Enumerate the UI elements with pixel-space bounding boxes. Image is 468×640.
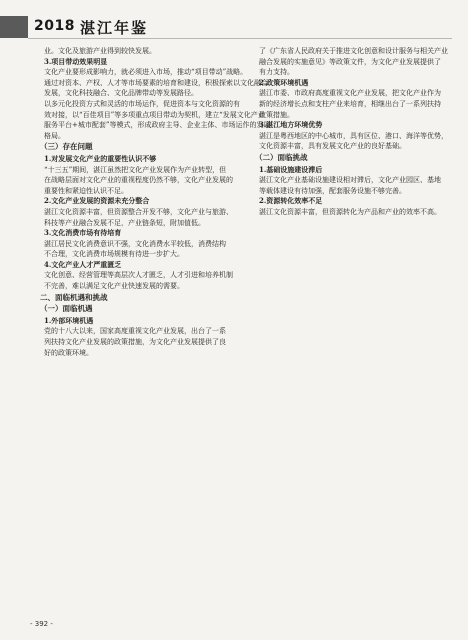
header-title: 湛江年鉴 [80,19,149,37]
paragraph: 格局。 [44,131,65,140]
subsection-heading: 3.项目带动效果明显 [44,56,108,66]
subsection-heading: 2.政策环境机遇 [259,77,309,87]
paragraph: 文化创意、经营管理等高层次人才匮乏，人才引进和培养机制 [44,271,233,280]
subsection-heading: 3.湛江地方环境优势 [259,120,323,130]
paragraph: 湛江市委、市政府高度重视文化产业发展，把文化产业作为 [259,89,441,98]
header-year: 2018 [34,18,75,34]
paragraph: 湛江文化资源丰富，但资源转化为产品和产业的效率不高。 [259,207,441,216]
page-header [0,0,468,44]
paragraph: 新的经济增长点和支柱产业来培育，相继出台了一系列扶持 [259,99,441,108]
right-column [245,46,448,218]
paragraph: 在战略层面对文化产业的重视程度仍然不够，文化产业发展的 [44,176,233,185]
paragraph: 融合发展的实施意见》等政策文件，为文化产业发展提供了 [259,57,441,66]
paragraph: 列扶持文化产业发展的政策措施，为文化产业发展提供了良 [44,338,226,347]
paragraph: 等载体建设有待加强，配套服务设施不够完善。 [259,186,406,195]
header-decoration-bar [0,16,28,38]
section-heading: （一）面临机遇 [40,304,93,314]
paragraph: 业。文化及旅游产业得到较快发展。 [44,47,156,55]
subsection-heading: 2.资源转化效率不足 [259,196,323,206]
paragraph: 湛江文化产业基础设施建设相对滞后，文化产业园区、基地 [259,176,441,185]
section-heading: 二、面临机遇和挑战 [40,292,108,302]
paragraph: “十三五”期间，湛江虽然把文化产业发展作为产业转型，但 [44,165,227,174]
paragraph: 不完善，难以满足文化产业快速发展的需要。 [44,282,184,291]
subsection-heading: 3.文化消费市场有待培育 [44,228,122,238]
header-rule [28,38,452,39]
paragraph: 有力支持。 [259,68,294,77]
paragraph: 好的政策环境。 [44,348,93,357]
subsection-heading: 1.基础设施建设滞后 [259,164,323,174]
subsection-heading: 1.对发展文化产业的重要性认识不够 [44,153,157,163]
paragraph: 政策措施。 [259,110,294,119]
paragraph: 以多元化投资方式和灵活的市场运作，促进资本与文化资源的有 [44,99,240,108]
paragraph: 文化资源丰富，具有发展文化产业的良好基础。 [259,142,406,151]
paragraph: 湛江是粤西地区的中心城市，具有区位、港口、海洋等优势， [259,131,448,140]
paragraph: 效对接，以“百佳项目”等多项重点项目带动为契机，建立“发展文化产业 [44,110,265,119]
paragraph: 不合理，文化消费市场规模有待进一步扩大。 [44,250,184,259]
paragraph: 湛江居民文化消费意识不强，文化消费水平较低，消费结构 [44,239,226,248]
paragraph: 文化产业要形成影响力，就必须进入市场，推动“项目带动”战略。 [44,68,248,77]
paragraph: 通过对资本、产权、人才等市场要素的培育和建设，积极探索以文化融合 [44,78,268,87]
subsection-heading: 2.文化产业发展的资源未充分整合 [44,196,150,206]
paragraph: 重要性和紧迫性认识不足。 [44,186,128,195]
subsection-heading: 1.外部环境机遇 [44,315,94,325]
paragraph: 服务平台+城市配套”等模式，形成政府主导、企业主体、市场运作的发展 [44,121,271,130]
paragraph: 党的十八大以来，国家高度重视文化产业发展，出台了一系 [44,327,226,336]
paragraph: 科技等产业融合发展不足，产业链条短，附加值低。 [44,218,205,227]
left-column [30,46,271,358]
paragraph: 湛江文化资源丰富，但资源整合开发不够，文化产业与旅游、 [44,207,233,216]
section-heading: （二）面临挑战 [255,152,308,162]
section-heading: （三）存在问题 [40,142,93,152]
page-number: - 392 - [30,620,53,628]
paragraph: 了《广东省人民政府关于推进文化创意和设计服务与相关产业 [259,47,448,55]
subsection-heading: 4.文化产业人才严重匮乏 [44,259,122,269]
paragraph: 发展，文化科技融合、文化品牌带动等发展路径。 [44,89,198,98]
